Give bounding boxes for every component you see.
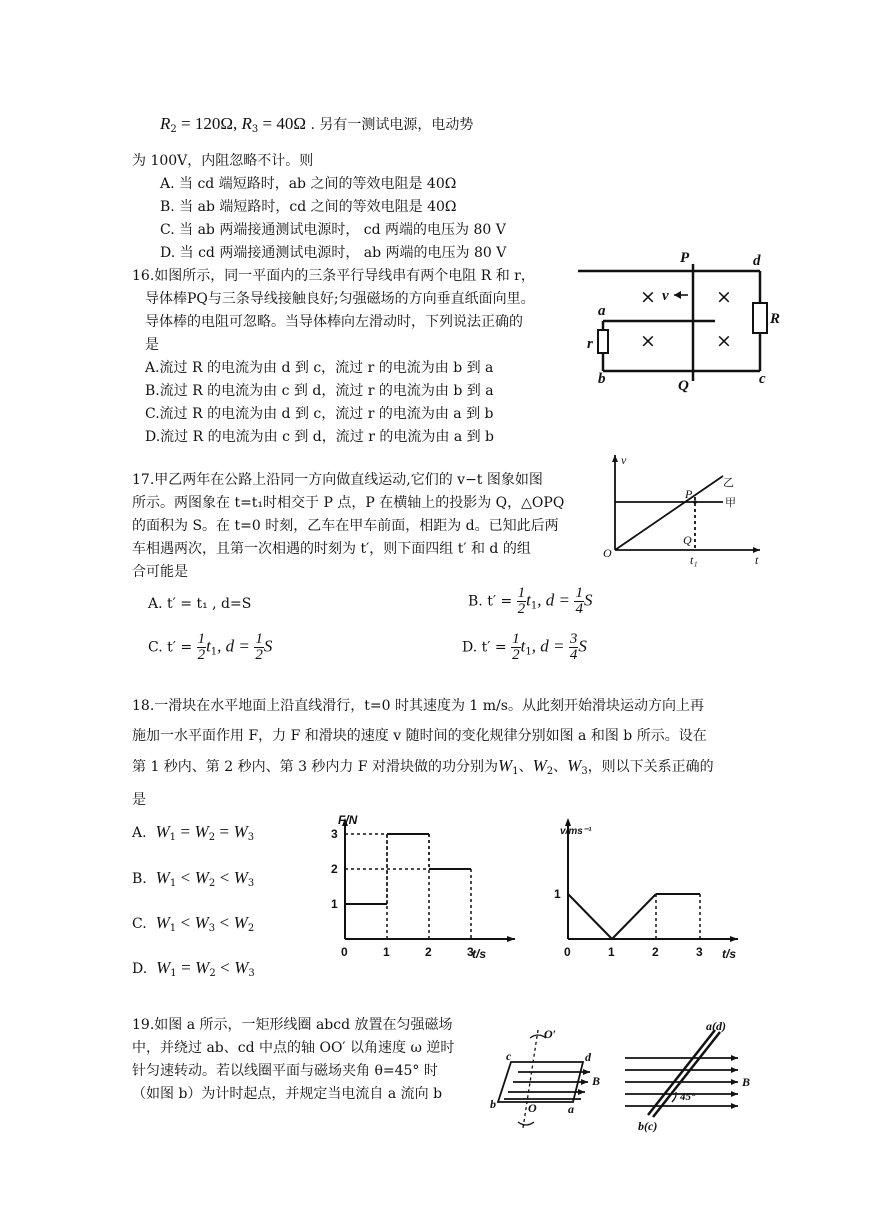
- q18-fig-b-xlabel: t/s: [722, 947, 737, 961]
- q16-stem-1: 16.如图所示，同一平面内的三条平行导线串有两个电阻 R 和 r，: [132, 268, 535, 284]
- q16-label-c: c: [759, 371, 766, 387]
- q19-figure-b-coil-side: [620, 1020, 760, 1135]
- q17-stem-4: 车相遇两次，且第一次相遇的时刻为 t′，则下面四组 t′ 和 d 的组: [132, 541, 531, 557]
- q15-line2: 为 100V，内阻忽略不计。则: [132, 153, 314, 169]
- x-tick-label: 2: [425, 945, 432, 959]
- q17-stem-2: 所示。两图象在 t=t₁时相交于 P 点，P 在横轴上的投影为 Q，△OPQ: [132, 495, 565, 511]
- q17-label-jia: 甲: [725, 496, 736, 509]
- q17-axis-v: v: [621, 453, 627, 467]
- q19-label-o: O: [528, 1101, 537, 1115]
- q19-stem-1: 19.如图 a 所示，一矩形线圈 abcd 放置在匀强磁场: [132, 1017, 453, 1033]
- x-tick-label: 3: [696, 945, 703, 959]
- q17-axis-t: t: [755, 553, 759, 567]
- q19-label-a: a: [568, 1102, 574, 1116]
- q17-option-d: D. t′ = $\frac{1}{2}$ $t_1$, d = $\frac{3}{4}$ S: [462, 631, 587, 663]
- q18-fig-b-ylabel: v/ms⁻¹: [560, 826, 592, 837]
- q16-stem-4: 是: [145, 337, 159, 353]
- q18-option-b: B. $W_1 < W_2 < W_3$: [132, 868, 255, 889]
- q18-stem-3: 第 1 秒内、第 2 秒内、第 3 秒内力 F 对滑块做的功分别为$W_1$、$W_2$、$W_3$，则以下关系正确的: [132, 756, 714, 777]
- q17-option-b: B. t′ = $\frac{1}{2}$ $t_1$, d = $\frac{1}{4}$ S: [468, 585, 593, 617]
- q19-label-b: b: [490, 1097, 496, 1111]
- q17-vt-graph: [595, 450, 770, 570]
- q16-field-x: ×: [640, 286, 656, 308]
- q19-label-angle: 45°: [680, 1091, 696, 1103]
- q19-stem-2: 中，并绕过 ab、cd 中点的轴 OO′ 以角速度 ω 逆时: [132, 1040, 455, 1056]
- q17-option-a: A. t′ = t₁ , d=S: [148, 596, 252, 612]
- q15-option-c: C. 当 ab 两端接通测试电源时， cd 两端的电压为 80 V: [160, 222, 506, 238]
- q18-stem-1: 18.一滑块在水平地面上沿直线滑行，t=0 时其速度为 1 m/s。从此刻开始滑块运动方向上再: [132, 698, 704, 714]
- y-tick-label: 1: [331, 897, 338, 911]
- q16-option-b: B.流过 R 的电流为由 c 到 d，流过 r 的电流为由 b 到 a: [145, 383, 494, 399]
- q16-field-x: ×: [716, 286, 732, 308]
- q18-option-a: A. $W_1 = W_2 = W_3$: [132, 822, 255, 843]
- x-tick-label: 3: [467, 945, 474, 959]
- q16-stem-2: 导体棒PQ与三条导线接触良好;匀强磁场的方向垂直纸面向里。: [145, 291, 535, 307]
- q15-option-a: A. 当 cd 端短路时，ab 之间的等效电阻是 40Ω: [160, 176, 457, 192]
- q17-stem-3: 的面积为 S。在 t=0 时刻，乙车在甲车前面，相距为 d。已知此后两: [132, 518, 559, 534]
- q16-label-b: b: [598, 371, 606, 387]
- q16-stem-3: 导体棒的电阻可忽略。当导体棒向左滑动时，下列说法正确的: [145, 314, 523, 330]
- q16-label-big-r: R: [770, 311, 781, 327]
- q18-fig-a-xlabel: t/s: [472, 947, 487, 961]
- q16-option-c: C.流过 R 的电流为由 d 到 c，流过 r 的电流为由 a 到 b: [145, 406, 494, 422]
- q15-option-d: D. 当 cd 两端接通测试电源时， ab 两端的电压为 80 V: [160, 245, 507, 261]
- x-tick-label: 2: [652, 945, 659, 959]
- q16-label-a: a: [598, 303, 606, 319]
- q17-stem-1: 17.甲乙两年在公路上沿同一方向做直线运动,它们的 v−t 图象如图: [132, 472, 543, 488]
- q17-point-p: P: [685, 487, 693, 501]
- q18-velocity-time-graph: [550, 810, 750, 965]
- q19-label-b-c: b(c): [638, 1119, 658, 1133]
- q19-figure-a-coil: [488, 1020, 613, 1135]
- q19-label-a-d: a(d): [706, 1019, 726, 1033]
- q16-circuit-figure: [570, 250, 790, 400]
- y-tick-label: 3: [331, 827, 338, 841]
- q16-label-d: d: [753, 253, 761, 269]
- q17-stem-5: 合可能是: [132, 564, 188, 580]
- q16-option-a: A.流过 R 的电流为由 d 到 c，流过 r 的电流为由 b 到 a: [145, 360, 494, 376]
- x-tick-label: 0: [341, 945, 348, 959]
- q17-point-q: Q: [683, 533, 692, 547]
- q19-label-b-field-2: B: [742, 1075, 751, 1089]
- q19-label-b-field: B: [592, 1074, 601, 1088]
- y-tick-label: 1: [554, 887, 561, 901]
- q18-option-c: C. $W_1 < W_3 < W_2$: [132, 913, 255, 934]
- q18-fig-a-ylabel: F/N: [338, 813, 358, 827]
- q15-line-top: $R_2 = 120\Omega$, $R_3 = 40\Omega$ . 另有一测试电源，电动势: [160, 114, 474, 135]
- x-tick-label: 1: [383, 945, 390, 959]
- q18-option-d: D. $W_1 = W_2 < W_3$: [132, 958, 255, 979]
- q19-label-c: c: [506, 1049, 512, 1063]
- q16-field-x: ×: [640, 330, 656, 352]
- q17-label-yi: 乙: [723, 476, 734, 489]
- q16-field-x: ×: [716, 330, 732, 352]
- q19-stem-4: （如图 b）为计时起点，并规定当电流自 a 流向 b: [132, 1086, 443, 1102]
- q17-origin-o: O: [603, 546, 612, 560]
- series-segment: [612, 894, 656, 939]
- q19-label-o-prime: O′: [544, 1027, 557, 1041]
- q19-label-d: d: [585, 1050, 591, 1064]
- series-segment: [568, 894, 612, 939]
- q16-label-q: Q: [678, 378, 689, 394]
- q18-force-time-graph: [320, 810, 520, 965]
- x-tick-label: 1: [608, 945, 615, 959]
- q16-label-p: P: [680, 250, 690, 266]
- x-tick-label: 0: [564, 945, 571, 959]
- q15-option-b: B. 当 ab 端短路时，cd 之间的等效电阻是 40Ω: [160, 199, 457, 215]
- y-tick-label: 2: [331, 862, 338, 876]
- q16-label-v: v: [662, 288, 669, 304]
- q19-stem-3: 针匀速转动。若以线圈平面与磁场夹角 θ=45° 时: [132, 1063, 438, 1079]
- q17-option-c: C. t′ = $\frac{1}{2}$ $t_1$, d = $\frac{1}{2}$ S: [148, 631, 273, 663]
- q17-tick-t1: t₁: [690, 553, 698, 567]
- q16-label-small-r: r: [587, 336, 593, 352]
- q18-stem-5: 是: [132, 792, 146, 808]
- q18-stem-2: 施加一水平面作用 F，力 F 和滑块的速度 v 随时间的变化规律分别如图 a 和图 b 所示。设在: [132, 728, 707, 744]
- q16-option-d: D.流过 R 的电流为由 c 到 d，流过 r 的电流为由 a 到 b: [145, 429, 495, 445]
